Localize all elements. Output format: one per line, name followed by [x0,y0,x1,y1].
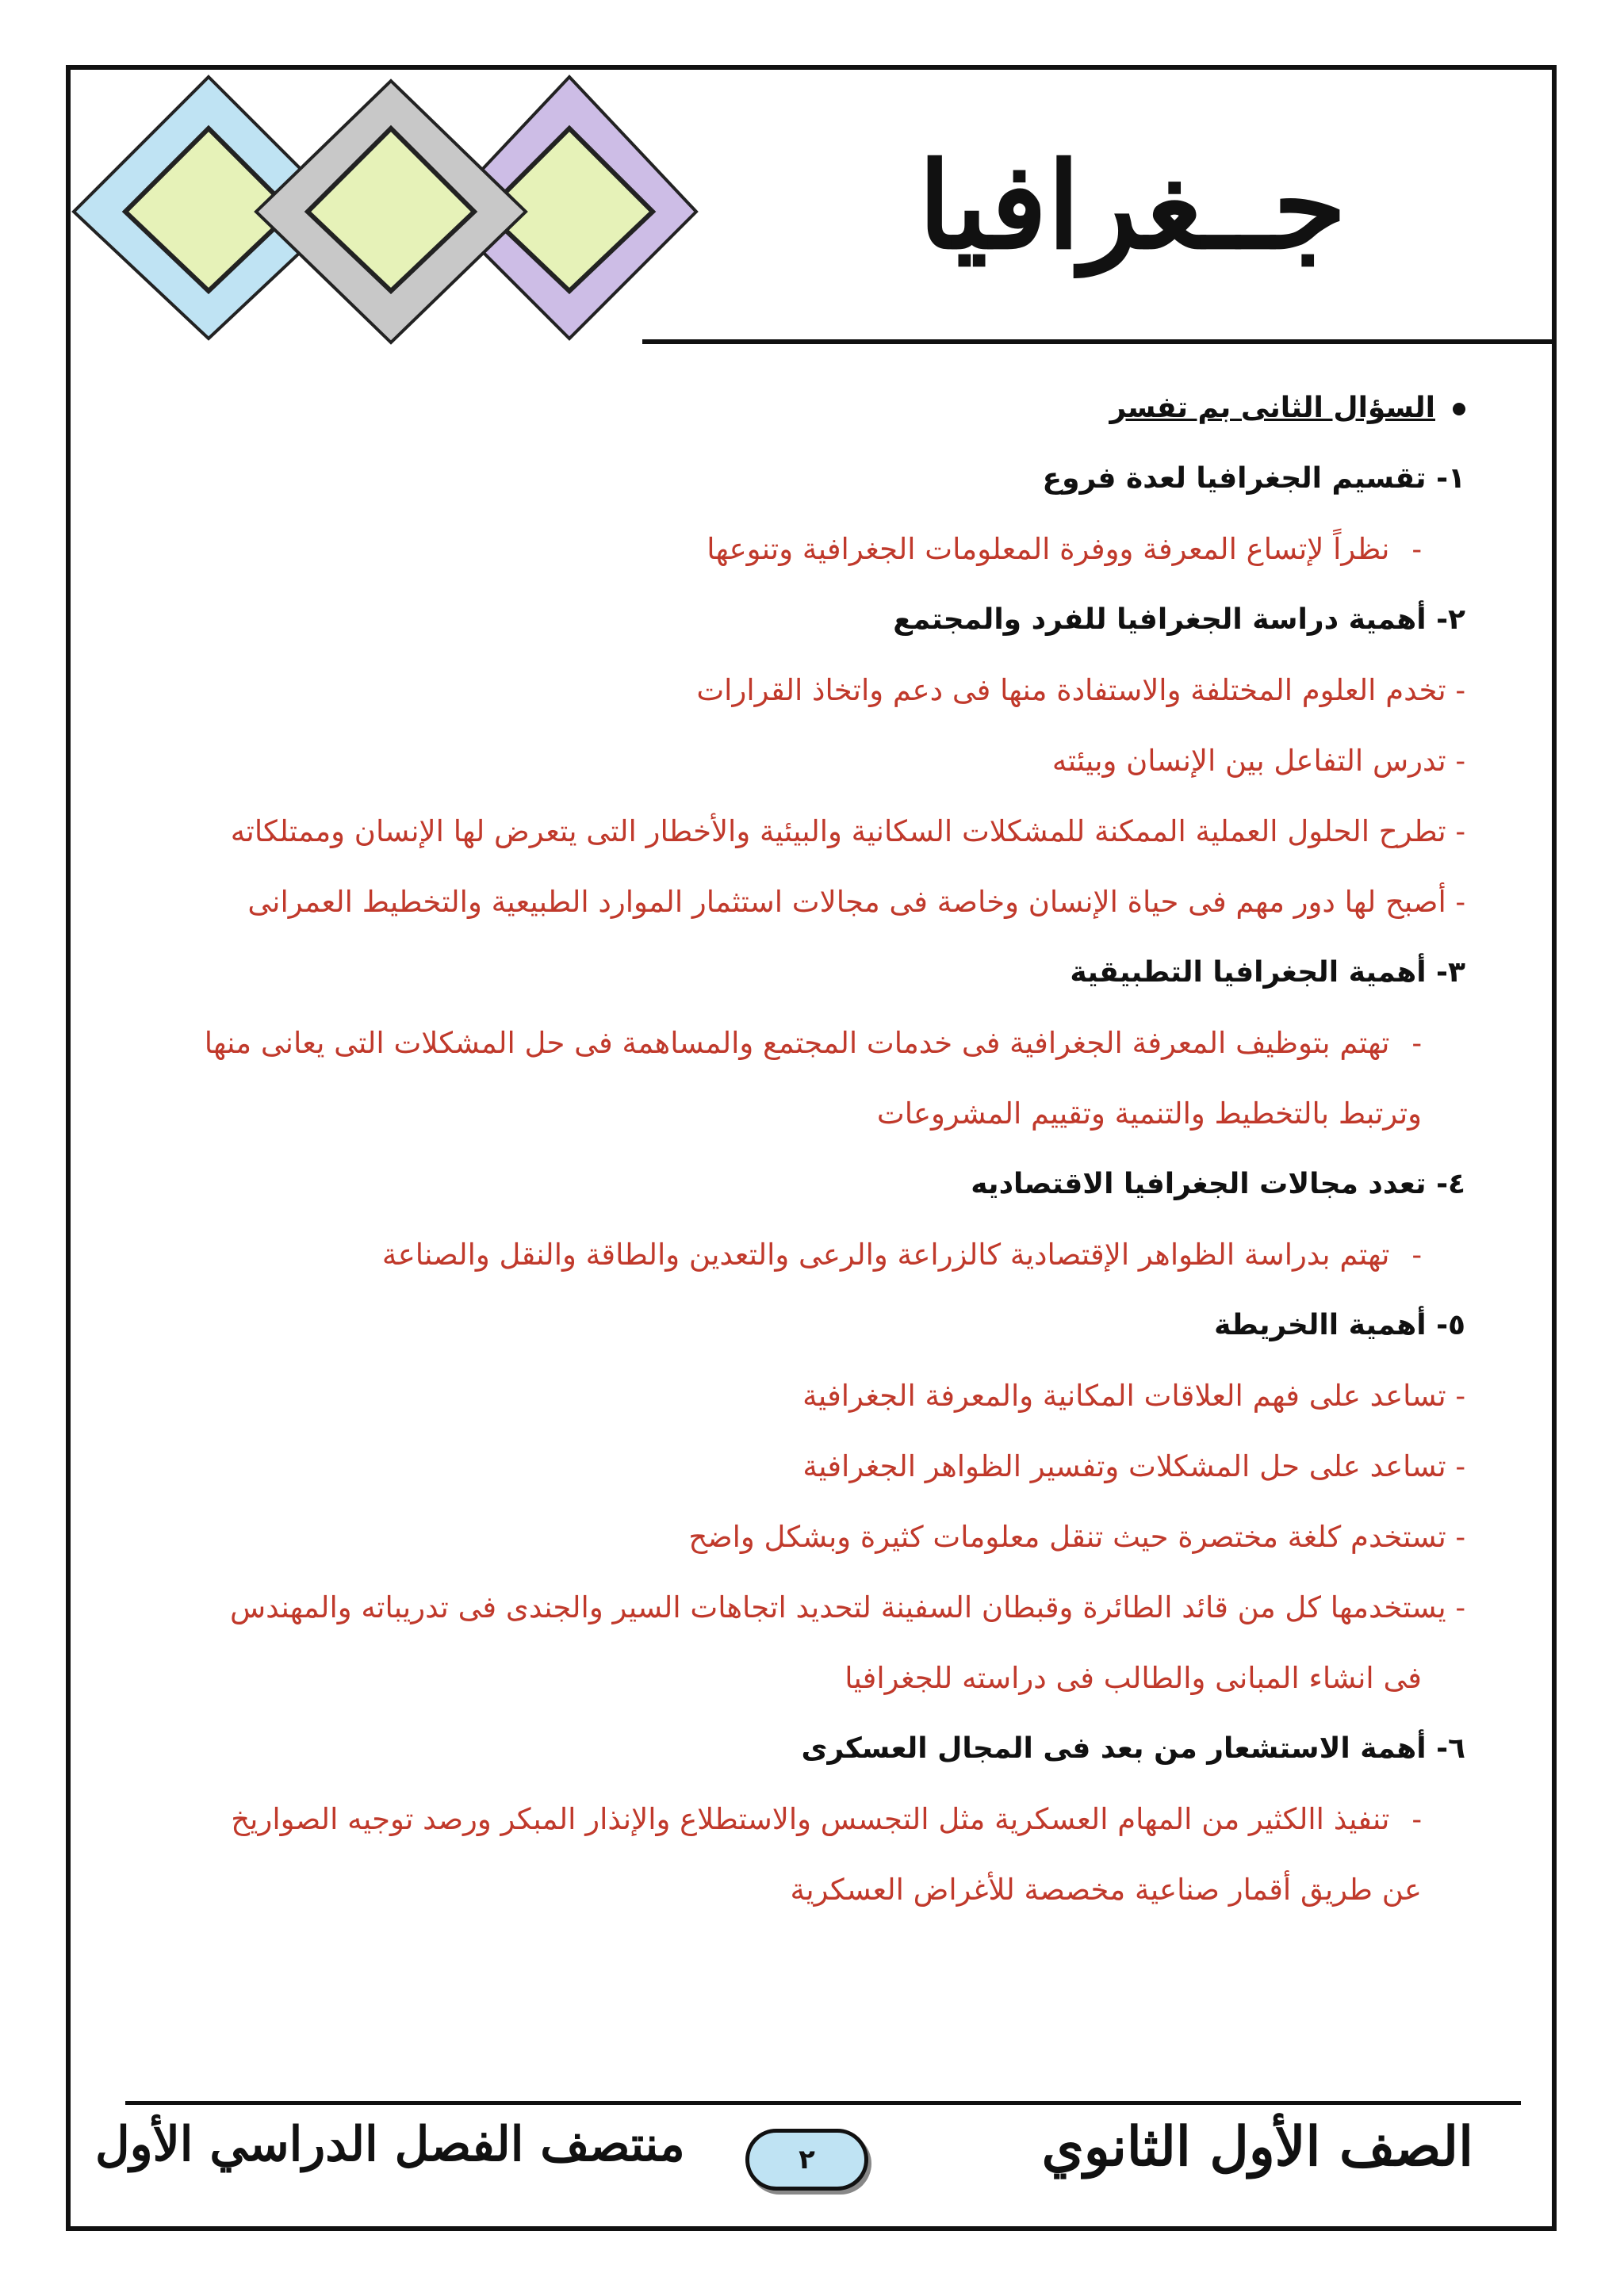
line-text: ٣- أهمية الجغرافيا التطبيقية [1070,956,1465,989]
answer-point [157,725,1465,796]
line-text: - تساعد على فهم العلاقات المكانية والمعرفة الجغرافية [802,1379,1465,1413]
page-number-badge: ٢ [745,2129,868,2191]
answer-continuation [157,1643,1465,1713]
line-text: ١- تقسيم الجغرافيا لعدة فروع [1042,462,1465,495]
dash-icon: - [1411,1026,1422,1060]
bullet-icon [1453,403,1465,415]
header-divider [642,339,1553,344]
answer-point [157,514,1465,584]
section-heading [157,937,1465,1008]
answer-point [157,1360,1465,1431]
page-title: جــغرافيا [917,136,1346,276]
line-text: ٥- أهمية االخريطة [1214,1309,1465,1341]
diamond-decoration [70,73,704,346]
line-text: - يستخدمها كل من قائد الطائرة وقبطان السفينة لتحديد اتجاهات السير والجندى فى تدريباته والمهندس [229,1590,1465,1624]
answer-point [157,1008,1465,1078]
line-text: نظراً لإتساع المعرفة ووفرة المعلومات الجغرافية وتنوعها [707,532,1390,566]
answer-continuation [157,1078,1465,1149]
content-area [157,373,1465,1925]
line-text: تهتم بتوظيف المعرفة الجغرافية فى خدمات المجتمع والمساهمة فى حل المشكلات التى يعانى منها [204,1026,1390,1060]
diamond-gray [256,81,526,342]
line-text: - تدرس التفاعل بين الإنسان وبيئته [1051,744,1465,778]
answer-point [157,1572,1465,1643]
answer-lines [157,443,1465,1925]
footer-divider [125,2101,1521,2105]
section-heading [157,1290,1465,1360]
line-text: ٦- أهمة الاستشعار من بعد فى المجال العسكرى [801,1732,1465,1765]
answer-point [157,1502,1465,1572]
line-text: - تستخدم كلغة مختصرة حيث تنقل معلومات كثيرة وبشكل واضح [688,1520,1465,1554]
section-heading [157,1713,1465,1784]
answer-point [157,655,1465,725]
dash-icon: - [1411,1238,1422,1272]
line-text: - تساعد على حل المشكلات وتفسير الظواهر الجغرافية [802,1449,1465,1483]
line-text: - تخدم العلوم المختلفة والاستفادة منها فى دعم واتخاذ القرارات [696,673,1465,707]
section-heading [157,443,1465,514]
line-text: تهتم بدراسة الظواهر الإقتصادية كالزراعة والرعى والتعدين والطاقة والنقل والصناعة [381,1238,1390,1272]
answer-point [157,1784,1465,1854]
line-text: ٢- أهمية دراسة الجغرافيا للفرد والمجتمع [893,603,1465,636]
section-heading [157,1149,1465,1219]
line-text: فى انشاء المبانى والطالب فى دراسته للجغرافيا [845,1661,1422,1695]
answer-point [157,867,1465,937]
answer-point [157,1431,1465,1502]
answer-continuation [157,1854,1465,1925]
line-text: - أصبح لها دور مهم فى حياة الإنسان وخاصة فى مجالات استثمار الموارد الطبيعية والتخطيط العمرانى [247,885,1465,919]
answer-point [157,796,1465,867]
line-text: تنفيذ االكثير من المهام العسكرية مثل التجسس والاستطلاع والإنذار المبكر ورصد توجيه الصواريخ [231,1802,1390,1836]
answer-point [157,1219,1465,1290]
question-label: السؤال الثانى بم تفسر [1109,392,1435,424]
line-text: وترتبط بالتخطيط والتنمية وتقييم المشروعات [876,1096,1422,1131]
footer-grade: الصف الأول الثانوي [1041,2115,1473,2179]
footer-term: منتصف الفصل الدراسي الأول [95,2117,685,2172]
dash-icon: - [1411,1802,1422,1836]
line-text: - تطرح الحلول العملية الممكنة للمشكلات السكانية والبيئية والأخطار التى يتعرض لها الإنسان وممتلكاته [230,814,1465,848]
dash-icon: - [1411,532,1422,566]
line-text: عن طريق أقمار صناعية مخصصة للأغراض العسكرية [790,1873,1422,1907]
section-heading [157,584,1465,655]
line-text: ٤- تعدد مجالات الجغرافيا الاقتصاديه [971,1168,1465,1200]
question-heading [157,373,1465,443]
